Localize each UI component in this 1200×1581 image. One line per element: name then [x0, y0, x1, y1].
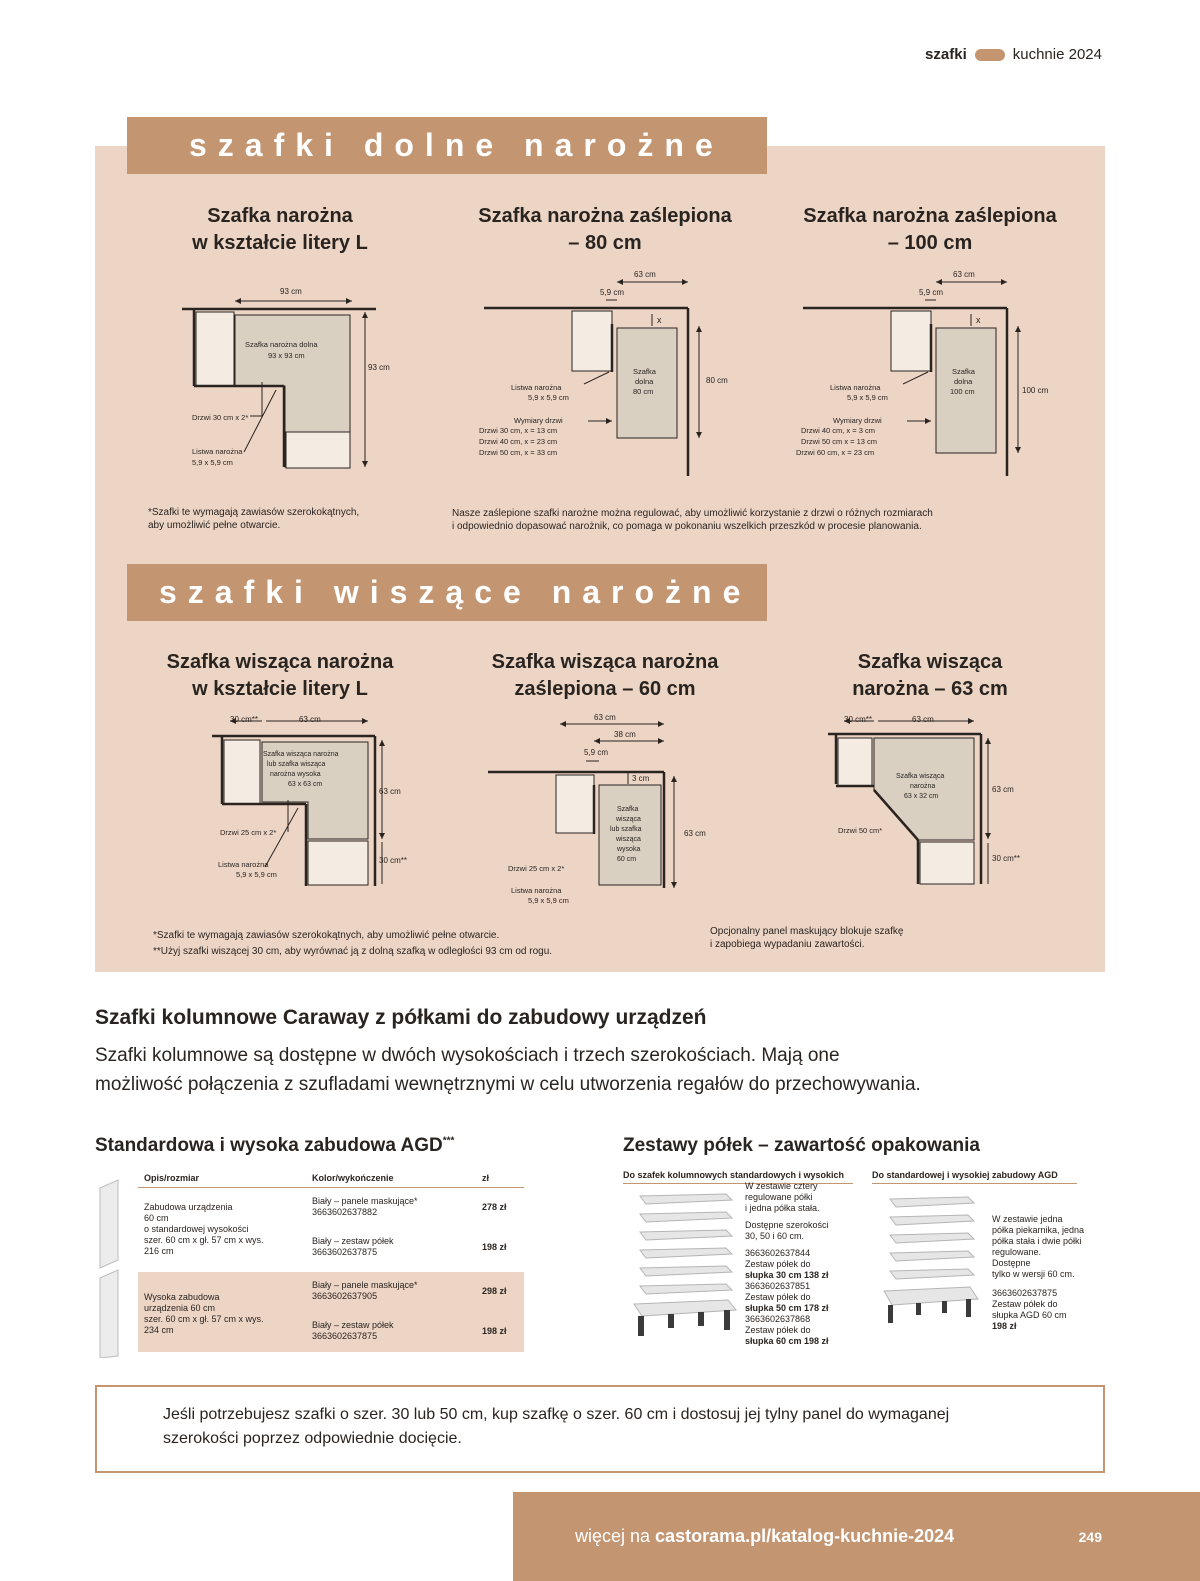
- wall-blind-60-diagram: [486, 710, 746, 910]
- footer-banner: [513, 1492, 1200, 1581]
- dim-mid-label: 38 cm: [614, 730, 636, 739]
- dim-height-label: 80 cm: [706, 376, 728, 385]
- inner-label-3: 80 cm: [633, 387, 654, 396]
- dim-height-label: 100 cm: [1022, 386, 1049, 395]
- dim-top-label: 63 cm: [634, 270, 656, 279]
- door-label: Drzwi 25 cm x 2*: [220, 828, 277, 837]
- x-label: x: [657, 315, 662, 325]
- width-tip-box: Jeśli potrzebujesz szafki o szer. 30 lub 50 cm, kup szafkę o szer. 60 cm i dostosuj jej tylny panel do wymaganej szerokości poprzez odpowiednie docięcie.: [95, 1385, 1105, 1473]
- strip-label-1: Listwa narożna: [511, 383, 562, 392]
- door-label: Drzwi 50 cm*: [838, 826, 883, 835]
- lower-card-2-title: Szafka narożna zaślepiona – 80 cm: [478, 205, 732, 254]
- catalog-link[interactable]: castorama.pl/katalog-kuchnie-2024: [655, 1526, 955, 1546]
- dim-b-label: 63 cm: [912, 715, 934, 724]
- doors-label-3: Drzwi 50 cm x = 13 cm: [801, 437, 878, 446]
- door-label: Drzwi 25 cm x 2*: [508, 864, 565, 873]
- table-row: Wysoka zabudowa urządzenia 60 cm szer. 60 cm x gł. 57 cm x wys. 234 cm Biały – panele maskujące* 3663602637905 298 zł Biały – zestaw półek 3663602637875 198 zł: [138, 1272, 524, 1352]
- inner-label-2: narożna: [910, 783, 936, 790]
- dim-height2-label: 30 cm**: [992, 854, 1021, 863]
- dim-height-label: 63 cm: [379, 787, 401, 796]
- lower-l-cabinet-diagram: [180, 282, 420, 482]
- dim-x-label: 3 cm: [632, 774, 650, 783]
- wall-note-right: Opcjonalny panel maskujący blokuje szafkę i zapobiega wypadaniu zawartości.: [710, 926, 904, 950]
- inner-label-3: lub szafka: [610, 826, 642, 833]
- column-cabinet-images: [96, 1178, 124, 1358]
- dim-b-label: 63 cm: [299, 715, 321, 724]
- shelves-left-title: Do szafek kolumnowych standardowych i wysokich: [623, 1170, 853, 1184]
- inner-label-3: narożna wysoka: [270, 771, 321, 778]
- inner-label-1: Szafka narożna dolna: [245, 340, 318, 349]
- table-row: Zabudowa urządzenia 60 cm o standardowej wysokości szer. 60 cm x gł. 57 cm x wys. 216 cm Biały – panele maskujące* 3663602637882 278 zł Biały – zestaw półek 3663602637875 198 zł: [144, 1196, 507, 1257]
- inner-label-1: Szafka: [617, 806, 639, 813]
- dim-width-label: 93 cm: [280, 287, 302, 296]
- inner-label-1: Szafka wisząca narożna: [263, 751, 339, 758]
- doors-label-3: Drzwi 40 cm, x = 23 cm: [479, 437, 558, 446]
- agd-table-header: Opis/rozmiar Kolor/wykończenie zł: [138, 1173, 524, 1188]
- dim-a-label: 30 cm**: [844, 715, 873, 724]
- wall-note-left: *Szafki te wymagają zawiasów szerokokątnych, aby umożliwić pełne otwarcie. **Użyj szafki wiszącej 30 cm, aby wyrównać ją z dolną szafką w odległości 93 cm od rogu.: [153, 930, 553, 957]
- wall-diagonal-cabinet-diagram: [826, 712, 1046, 892]
- dim-height-label: 63 cm: [684, 829, 706, 838]
- inner-label-2: lub szafka wisząca: [267, 761, 326, 768]
- doors-label-2: Drzwi 30 cm, x = 13 cm: [479, 426, 558, 435]
- door-label: Drzwi 30 cm x 2*: [192, 413, 249, 422]
- inner-label-1: Szafka: [952, 367, 975, 376]
- inner-label-1: Szafka wisząca: [896, 773, 945, 780]
- dim-height2-label: 30 cm**: [379, 856, 408, 865]
- doors-label-4: Drzwi 50 cm, x = 33 cm: [479, 448, 558, 457]
- shelves-heading: Zestawy półek – zawartość opakowania: [623, 1135, 980, 1156]
- catalog-label: kuchnie 2024: [1012, 46, 1102, 63]
- shelf-set-image-right: [880, 1195, 980, 1341]
- wall-card-3-title: Szafka wisząca narożna – 63 cm: [852, 651, 1008, 700]
- dim-top-label: 63 cm: [594, 713, 616, 722]
- dim-gap-label: 5,9 cm: [600, 288, 625, 297]
- strip-label-1: Listwa narożna: [830, 383, 881, 392]
- shelf-set-image-left: [628, 1192, 740, 1344]
- dim-top-label: 63 cm: [953, 270, 975, 279]
- pill-divider: [975, 49, 1005, 61]
- lower-note-left: *Szafki te wymagają zawiasów szerokokątnych, aby umożliwić pełne otwarcie.: [148, 507, 360, 531]
- inner-label-4: 63 x 63 cm: [288, 781, 323, 788]
- strip-label-2: 5,9 x 5,9 cm: [847, 393, 888, 402]
- section-label: szafki: [925, 46, 967, 63]
- wall-card-1-title: Szafka wisząca narożna w kształcie litery L: [166, 651, 394, 700]
- inner-label-3: 100 cm: [950, 387, 975, 396]
- wall-corner-heading: szafki wiszące narożne: [127, 564, 767, 621]
- dim-gap-label: 5,9 cm: [919, 288, 944, 297]
- columns-heading: Szafki kolumnowe Caraway z półkami do zabudowy urządzeń: [95, 1006, 707, 1029]
- shelves-right-text: W zestawie jedna półka piekarnika, jedna półka stała i dwie półki regulowane. Dostępne tylko w wersji 60 cm. 3663602637875 Zestaw półek do słupka AGD 60 cm 198 zł: [992, 1214, 1085, 1331]
- dim-height-label: 63 cm: [992, 785, 1014, 794]
- dim-gap-label: 5,9 cm: [584, 748, 609, 757]
- strip-label-1: Listwa narożna: [192, 447, 243, 456]
- doors-label-4: Drzwi 60 cm, x = 23 cm: [796, 448, 875, 457]
- inner-label-4: wisząca: [616, 836, 641, 843]
- lower-card-1-title: Szafka narożna w kształcie litery L: [192, 205, 368, 254]
- strip-label-1: Listwa narożna: [218, 860, 269, 869]
- doors-label-1: Wymiary drzwi: [514, 416, 563, 425]
- doors-label-2: Drzwi 40 cm, x = 3 cm: [801, 426, 875, 435]
- inner-label-2: dolna: [954, 377, 973, 386]
- shelves-left-text: W zestawie cztery regulowane półki i jedna półka stała. Dostępne szerokości 30, 50 i 60 cm. 3663602637844 Zestaw półek do słupka 30 cm 138 zł 3663602637851 Zestaw półek do słupka 50 cm 178 zł 3663602637868 Zestaw półek do słupka 60 cm 198 zł: [745, 1181, 829, 1346]
- agd-table: [138, 1173, 524, 1352]
- inner-label-2: dolna: [635, 377, 654, 386]
- inner-label-2: 93 x 93 cm: [268, 351, 305, 360]
- doors-label-1: Wymiary drzwi: [833, 416, 882, 425]
- inner-label-6: 60 cm: [617, 856, 637, 863]
- strip-label-1: Listwa narożna: [511, 886, 562, 895]
- strip-label-2: 5,9 x 5,9 cm: [192, 458, 233, 467]
- x-label: x: [976, 315, 981, 325]
- footer-prefix: więcej na: [575, 1526, 651, 1546]
- strip-label-2: 5,9 x 5,9 cm: [528, 896, 569, 905]
- shelves-right-title: Do standardowej i wysokiej zabudowy AGD: [872, 1170, 1077, 1184]
- inner-label-5: wysoka: [617, 846, 641, 853]
- wall-l-cabinet-diagram: [210, 712, 440, 902]
- dim-height-label: 93 cm: [368, 363, 390, 372]
- running-header: [925, 46, 1102, 63]
- columns-intro: Szafki kolumnowe są dostępne w dwóch wysokościach i trzech szerokościach. Mają one możliwość połączenia z szufladami wewnętrznymi w celu utworzenia regałów do przechowywania.: [95, 1045, 921, 1095]
- agd-heading: Standardowa i wysoka zabudowa AGD***: [95, 1135, 455, 1156]
- page-number: 249: [1078, 1528, 1102, 1545]
- strip-label-2: 5,9 x 5,9 cm: [236, 870, 277, 879]
- inner-label-1: Szafka: [633, 367, 656, 376]
- wall-card-2-title: Szafka wisząca narożna zaślepiona – 60 cm: [491, 651, 719, 700]
- dim-a-label: 30 cm**: [230, 715, 259, 724]
- inner-label-2: wisząca: [616, 816, 641, 823]
- lower-note-right: Nasze zaślepione szafki narożne można regulować, aby umożliwić korzystanie z drzwi o różnych rozmiarach i odpowiednio dopasować narożnik, co pomaga w pokonaniu wszelkich przeszkód w procesie planowania.: [452, 508, 933, 532]
- inner-label-3: 63 x 32 cm: [904, 793, 939, 800]
- lower-blind-100-diagram: [795, 266, 1065, 491]
- lower-corner-heading: szafki dolne narożne: [127, 117, 767, 174]
- lower-card-3-title: Szafka narożna zaślepiona – 100 cm: [803, 205, 1057, 254]
- lower-blind-80-diagram: [476, 266, 746, 491]
- strip-label-2: 5,9 x 5,9 cm: [528, 393, 569, 402]
